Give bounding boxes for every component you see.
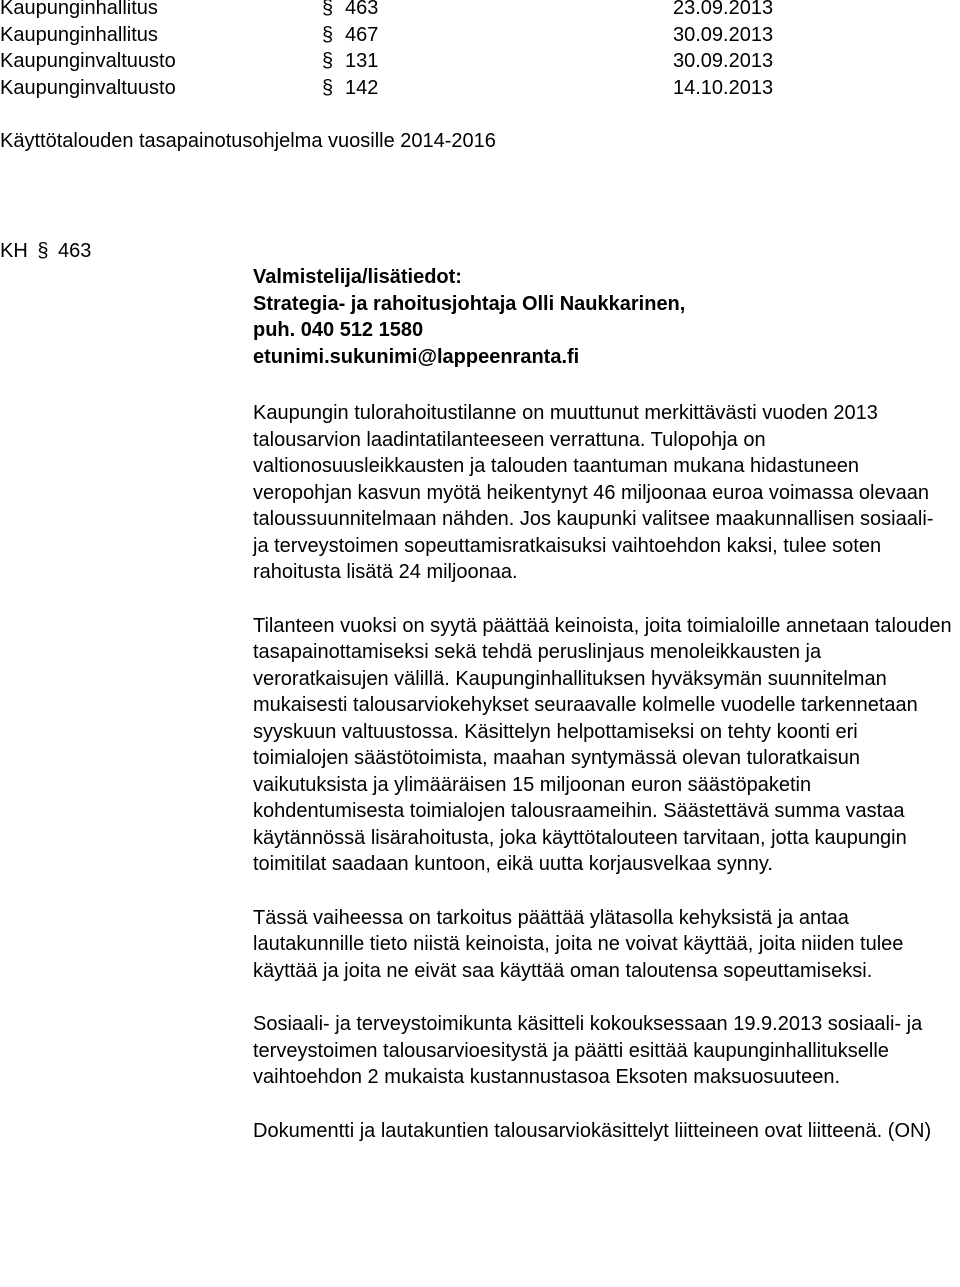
history-date: 30.09.2013 [673, 50, 774, 72]
paragraph: Tässä vaiheessa on tarkoitus päättää ylätasolla kehyksistä ja antaa lautakunnille tieto niistä keinoista, joita ne voivat käyttää, joita niiden tulee käyttää ja joita ne eivät saa käyttää oman taloutensa sopeuttamiseksi. [253, 906, 904, 982]
history-body: Kaupunginhallitus [0, 24, 158, 46]
preparer-heading: Valmistelija/lisätiedot: [253, 266, 462, 288]
history-number: 467 [345, 24, 379, 46]
section-sign: § [322, 24, 334, 46]
history-number: 463 [345, 0, 379, 19]
preparer-info [253, 264, 685, 370]
history-body: Kaupunginhallitus [0, 0, 158, 19]
history-number: 131 [345, 50, 379, 72]
paragraph: Tilanteen vuoksi on syytä päättää keinoista, joita toimialoille annetaan talouden tasapainottamiseksi sekä tehdä peruslinjaus menoleikkausten ja veroratkaisujen välillä. Kaupunginhallituksen hyväksymän suunnitelman mukaisesti talousarviokehykset seuraavalle kolmelle vuodelle tarkennetaan syyskuun valtuustossa. Käsittelyn helpottamiseksi on tehty koonti eri toimialojen säästötoimista, maahan syntymässä olevan tuloratkaisun vaikutuksista ja ylimääräisen 15 miljoonan euron säästöpaketin kohdentumisesta toimialojen talousraameihin. Säästettävä summa vastaa käytännössä lisärahoitusta, joka käyttötalouteen tarvitaan, jotta kaupungin toimitilat saadaan kuntoon, eikä uutta korjausvelkaa synny. [253, 614, 952, 875]
history-date: 23.09.2013 [673, 0, 774, 19]
history-date: 30.09.2013 [673, 24, 774, 46]
section-sign: § [322, 77, 334, 99]
history-date: 14.10.2013 [673, 77, 774, 99]
case-number: 463 [58, 240, 92, 262]
history-body: Kaupunginvaltuusto [0, 77, 176, 99]
history-body: Kaupunginvaltuusto [0, 50, 176, 72]
document-title: Käyttötalouden tasapainotusohjelma vuosille 2014-2016 [0, 130, 496, 152]
history-number: 142 [345, 77, 379, 99]
body-text [253, 400, 953, 1144]
preparer-name: Strategia- ja rahoitusjohtaja Olli Naukkarinen, [253, 292, 686, 315]
section-sign: § [322, 0, 334, 19]
preparer-email: etunimi.sukunimi@lappeenranta.fi [253, 345, 580, 368]
section-sign: § [37, 240, 49, 262]
paragraph: Sosiaali- ja terveystoimikunta käsitteli kokouksessaan 19.9.2013 sosiaali- ja terveystoimen talousarvioesitystä ja päätti esittää kaupunginhallitukselle vaihtoehdon 2 mukaista kustannustasoa Eksoten maksuosuuteen. [253, 1013, 923, 1088]
case-reference [0, 238, 91, 264]
case-prefix: KH [0, 240, 28, 262]
paragraph: Kaupungin tulorahoitustilanne on muuttunut merkittävästi vuoden 2013 talousarvion laadintatilanteeseen verrattuna. Tulopohja on valtionosuusleikkausten ja talouden taantuman mukana hidastuneen veropohjan kasvun myötä heikentynyt 46 miljoonaa euroa voimassa olevaan taloussuunnitelmaan nähden. Jos kaupunki valitsee maakunnallisen sosiaali- ja terveystoimen sopeuttamisratkaisuksi vaihtoehdon kaksi, tulee soten rahoitusta lisätä 24 miljoonaa. [253, 402, 934, 583]
preparer-phone: puh. 040 512 1580 [253, 319, 424, 341]
section-sign: § [322, 50, 334, 72]
paragraph: Dokumentti ja lautakuntien talousarviokäsittelyt liitteineen ovat liitteenä. (ON) [253, 1119, 932, 1142]
